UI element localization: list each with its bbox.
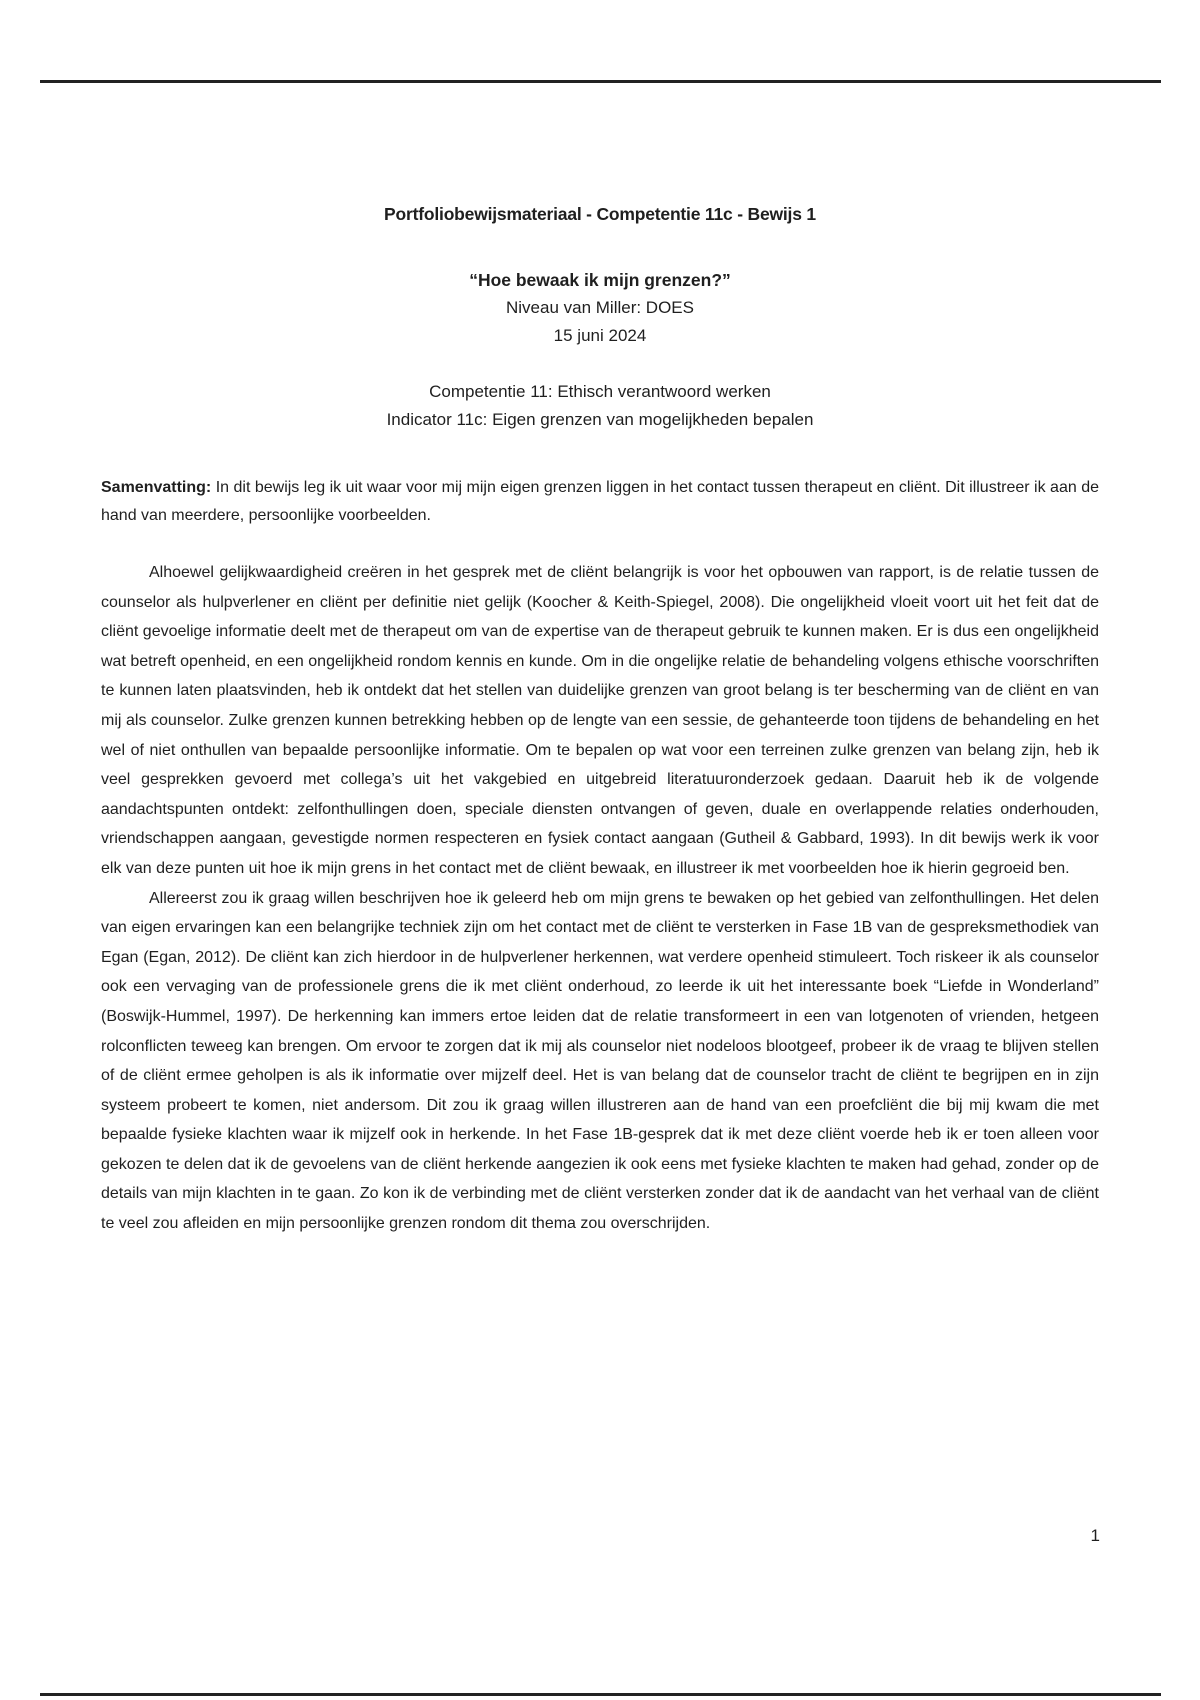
top-rule [40,80,1161,83]
document-subtitle: “Hoe bewaak ik mijn grenzen?” [469,270,731,290]
summary [101,474,1099,530]
header-spacer [101,350,1099,378]
document-date: 15 juni 2024 [553,326,647,345]
summary-text: In dit bewijs leg ik uit waar voor mij mijn eigen grenzen liggen in het contact tussen therapeut en cliënt. Dit illustreer ik aan de hand van meerdere, persoonlijke voorbeelden. [101,479,1099,524]
indicator-line: Indicator 11c: Eigen grenzen van mogelijkheden bepalen [386,410,814,429]
miller-level: Niveau van Miller: DOES [505,298,694,317]
body-paragraph: Allereerst zou ik graag willen beschrijven hoe ik geleerd heb om mijn grens te bewaken op het gebied van zelfonthullingen. Het delen van eigen ervaringen kan een belangrijke techniek zijn om het contact met de cliënt te versterken in Fase 1B van de gespreksmethodiek van Egan (Egan, 2012). De cliënt kan zich hierdoor in de hulpverlener herkennen, wat verdere openheid stimuleert. Toch riskeer ik als counselor ook een vervaging van de professionele grens die ik met cliënt onderhoud, zo leerde ik uit het interessante boek “Liefde in Wonderland” (Boswijk-Hummel, 1997). De herkenning kan immers ertoe leiden dat de relatie transformeert in een van lotgenoten of vrienden, hetgeen rolconflicten teweeg kan brengen. Om ervoor te zorgen dat ik mij als counselor niet nodeloos blootgeef, probeer ik de vraag te blijven stellen of de cliënt ermee geholpen is als ik informatie over mijzelf deel. Het is van belang dat de counselor tracht de cliënt te begrijpen en in zijn systeem probeert te komen, niet andersom. Dit zou ik graag willen illustreren aan de hand van een proefcliënt die bij mij kwam die met bepaalde fysieke klachten waar ik mijzelf ook in herkende. In het Fase 1B-gesprek dat ik met deze cliënt voerde heb ik er toen alleen voor gekozen te delen dat ik de gevoelens van de cliënt herkende aangezien ik ook eens met fysieke klachten te maken had gehad, zonder op de details van mijn klachten in te gaan. Zo kon ik de verbinding met de cliënt versterken zonder dat ik de aandacht van het verhaal van de cliënt te veel zou afleiden en mijn persoonlijke grenzen rondom dit thema zou overschrijden. [101,889,1099,1233]
competence-line: Competentie 11: Ethisch verantwoord werken [429,382,771,401]
body-text [101,558,1099,1239]
body-paragraph: Alhoewel gelijkwaardigheid creëren in het gesprek met de cliënt belangrijk is voor het opbouwen van rapport, is de relatie tussen de counselor als hulpverlener en cliënt per definitie niet gelijk (Koocher & Keith-Spiegel, 2008). Die ongelijkheid vloeit voort uit het feit dat de cliënt gevoelige informatie deelt met de therapeut om van de expertise van de therapeut gebruik te kunnen maken. Er is dus een ongelijkheid wat betreft openheid, en een ongelijkheid rondom kennis en kunde. Om in die ongelijke relatie de behandeling volgens ethische voorschriften te kunnen laten plaatsvinden, heb ik ontdekt dat het stellen van duidelijke grenzen van groot belang is ter bescherming van de cliënt en van mij als counselor. Zulke grenzen kunnen betrekking hebben op de lengte van een sessie, de gehanteerde toon tijdens de behandeling en het wel of niet onthullen van bepaalde persoonlijke informatie. Om te bepalen op wat voor een terreinen zulke grenzen van belang zijn, heb ik veel gesprekken gevoerd met collega’s uit het vakgebied en uitgebreid literatuuronderzoek gedaan. Daaruit heb ik de volgende aandachtspunten ontdekt: zelfonthullingen doen, speciale diensten ontvangen of geven, duale en overlappende relaties onderhouden, vriendschappen aangaan, gevestigde normen respecteren en fysiek contact aangaan (Gutheil & Gabbard, 1993). In dit bewijs werk ik voor elk van deze punten uit hoe ik mijn grens in het contact met de cliënt bewaak, en illustreer ik met voorbeelden hoe ik hierin gegroeid ben. [101,564,1099,877]
page-number: 1 [1090,1526,1100,1545]
bottom-rule [40,1693,1161,1696]
document-page [101,200,1099,1239]
summary-label: Samenvatting: [101,479,212,496]
document-title: Portfoliobewijsmateriaal - Competentie 11c - Bewijs 1 [384,204,816,224]
